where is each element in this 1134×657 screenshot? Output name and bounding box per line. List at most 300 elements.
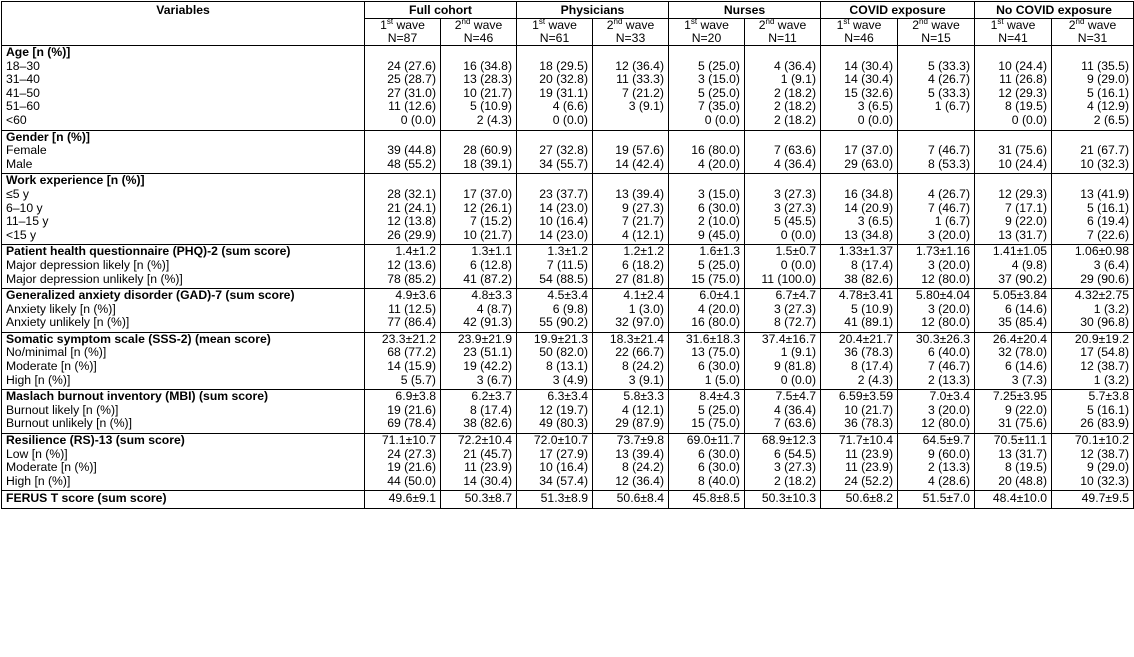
wave-label: wave: [774, 18, 807, 32]
section-summary-cell: [365, 174, 441, 188]
table-cell: 4 (8.7): [441, 303, 517, 317]
table-cell: 4 (12.1): [593, 404, 669, 418]
table-cell: 6 (30.0): [669, 448, 745, 462]
table-cell: 49 (80.3): [517, 417, 593, 433]
section-summary-cell: 1.3±1.2: [517, 245, 593, 259]
table-cell: 6 (40.0): [898, 346, 975, 360]
section-summary-cell: 48.4±10.0: [975, 491, 1052, 509]
table-cell: 19 (31.1): [517, 87, 593, 101]
table-cell: 14 (30.4): [821, 73, 898, 87]
table-cell: 22 (66.7): [593, 346, 669, 360]
table-cell: 12 (13.8): [365, 215, 441, 229]
table-cell: 7 (63.6): [745, 144, 821, 158]
table-cell: 8 (17.4): [821, 360, 898, 374]
row-label: 6–10 y: [2, 202, 365, 216]
table-cell: 10 (32.3): [1052, 475, 1134, 491]
table-cell: 2 (13.3): [898, 461, 975, 475]
row-label: Female: [2, 144, 365, 158]
table-cell: 4 (36.4): [745, 158, 821, 174]
table-cell: 9 (81.8): [745, 360, 821, 374]
table-row: [2, 114, 1134, 130]
table-cell: 19 (21.6): [365, 461, 441, 475]
table-cell: 11 (12.5): [365, 303, 441, 317]
section-header-row: [2, 491, 1134, 509]
table-cell: 42 (91.3): [441, 316, 517, 332]
section-summary-cell: 4.5±3.4: [517, 289, 593, 303]
table-cell: 18 (29.5): [517, 60, 593, 74]
table-cell: 3 (27.3): [745, 188, 821, 202]
section-summary-cell: [669, 130, 745, 144]
wave-ordinal: 2: [1068, 18, 1076, 32]
table-header: [2, 2, 1134, 46]
table-cell: 78 (85.2): [365, 273, 441, 289]
table-cell: 32 (97.0): [593, 316, 669, 332]
table-cell: 23 (51.1): [441, 346, 517, 360]
header-wave: [593, 16, 669, 46]
row-label: Anxiety unlikely [n (%)]: [2, 316, 365, 332]
table-row: [2, 360, 1134, 374]
wave-label: wave: [622, 18, 655, 32]
wave-suffix: nd: [765, 16, 775, 26]
table-row: [2, 461, 1134, 475]
table-cell: 7 (35.0): [669, 100, 745, 114]
table-cell: 5 (25.0): [669, 404, 745, 418]
table-row: [2, 202, 1134, 216]
table-cell: 15 (75.0): [669, 273, 745, 289]
table-cell: 3 (15.0): [669, 73, 745, 87]
table-cell: 7 (46.7): [898, 202, 975, 216]
row-label: 41–50: [2, 87, 365, 101]
section-title: Work experience [n (%)]: [2, 174, 365, 188]
table-cell: 41 (89.1): [821, 316, 898, 332]
table-cell: 4 (20.0): [669, 158, 745, 174]
section-summary-cell: [898, 174, 975, 188]
table-cell: 17 (54.8): [1052, 346, 1134, 360]
table-cell: 6 (30.0): [669, 461, 745, 475]
section-summary-cell: 51.5±7.0: [898, 491, 975, 509]
section-summary-cell: 7.5±4.7: [745, 390, 821, 404]
section-summary-cell: [441, 130, 517, 144]
table-cell: 3 (20.0): [898, 303, 975, 317]
table-cell: 3 (6.5): [821, 215, 898, 229]
section-summary-cell: 30.3±26.3: [898, 332, 975, 346]
table-cell: 8 (53.3): [898, 158, 975, 174]
table-cell: 15 (75.0): [669, 417, 745, 433]
table-cell: 2 (4.3): [441, 114, 517, 130]
section-title: Resilience (RS)-13 (sum score): [2, 434, 365, 448]
table-cell: 4 (36.4): [745, 404, 821, 418]
table-row: [2, 273, 1134, 289]
table-cell: 2 (13.3): [898, 374, 975, 390]
section-summary-cell: 23.9±21.9: [441, 332, 517, 346]
table-row: [2, 229, 1134, 245]
row-label: <15 y: [2, 229, 365, 245]
section-summary-cell: 50.6±8.2: [821, 491, 898, 509]
section-summary-cell: 72.0±10.7: [517, 434, 593, 448]
header-row-groups: [2, 2, 1134, 19]
table-cell: 14 (30.4): [441, 475, 517, 491]
section-summary-cell: [441, 174, 517, 188]
table-cell: 0 (0.0): [975, 114, 1052, 130]
table-cell: 0 (0.0): [365, 114, 441, 130]
section-summary-cell: 1.73±1.16: [898, 245, 975, 259]
table-cell: 11 (100.0): [745, 273, 821, 289]
row-label: <60: [2, 114, 365, 130]
section-summary-cell: 49.7±9.5: [1052, 491, 1134, 509]
table-cell: 4 (26.7): [898, 188, 975, 202]
table-cell: 34 (57.4): [517, 475, 593, 491]
table-row: [2, 346, 1134, 360]
table-cell: 7 (46.7): [898, 144, 975, 158]
section-summary-cell: 50.6±8.4: [593, 491, 669, 509]
section-summary-cell: [898, 130, 975, 144]
section-summary-cell: 1.6±1.3: [669, 245, 745, 259]
section-summary-cell: [1052, 174, 1134, 188]
wave-n: N=46: [463, 31, 494, 45]
table-cell: 2 (18.2): [745, 87, 821, 101]
table-cell: 0 (0.0): [821, 114, 898, 130]
row-label: Major depression likely [n (%)]: [2, 259, 365, 273]
table-row: [2, 404, 1134, 418]
table-cell: 14 (42.4): [593, 158, 669, 174]
table-cell: 13 (34.8): [821, 229, 898, 245]
table-cell: 9 (60.0): [898, 448, 975, 462]
table-cell: 4 (36.4): [745, 60, 821, 74]
section-title: FERUS T score (sum score): [2, 491, 365, 509]
wave-label: wave: [927, 18, 960, 32]
row-label: Burnout unlikely [n (%)]: [2, 417, 365, 433]
section-summary-cell: 4.8±3.3: [441, 289, 517, 303]
row-label: 51–60: [2, 100, 365, 114]
wave-label: wave: [697, 18, 729, 32]
section-header-row: [2, 390, 1134, 404]
table-cell: 1 (3.0): [593, 303, 669, 317]
section-summary-cell: 6.3±3.4: [517, 390, 593, 404]
section-summary-cell: [821, 174, 898, 188]
table-row: [2, 448, 1134, 462]
table-row: [2, 60, 1134, 74]
header-group: No COVID exposure: [975, 2, 1134, 19]
section-summary-cell: 31.6±18.3: [669, 332, 745, 346]
section-summary-cell: [669, 46, 745, 60]
row-label: Moderate [n (%)]: [2, 360, 365, 374]
section-summary-cell: [745, 46, 821, 60]
table-row: [2, 303, 1134, 317]
table-cell: 8 (17.4): [441, 404, 517, 418]
table-cell: 4 (26.7): [898, 73, 975, 87]
table-cell: 13 (28.3): [441, 73, 517, 87]
table-cell: [898, 114, 975, 130]
table-cell: 12 (38.7): [1052, 448, 1134, 462]
wave-suffix: st: [690, 16, 698, 26]
section-summary-cell: 4.1±2.4: [593, 289, 669, 303]
section-summary-cell: 20.9±19.2: [1052, 332, 1134, 346]
wave-n: N=61: [539, 31, 570, 45]
table-cell: 20 (48.8): [975, 475, 1052, 491]
table-cell: 28 (32.1): [365, 188, 441, 202]
table-cell: 12 (80.0): [898, 417, 975, 433]
wave-n: N=20: [691, 31, 722, 45]
section-summary-cell: 5.80±4.04: [898, 289, 975, 303]
table-row: [2, 475, 1134, 491]
wave-suffix: st: [386, 16, 394, 26]
header-group: COVID exposure: [821, 2, 975, 19]
table-cell: 25 (28.7): [365, 73, 441, 87]
section-summary-cell: [1052, 130, 1134, 144]
table-cell: 6 (9.8): [517, 303, 593, 317]
table-cell: 2 (18.2): [745, 114, 821, 130]
table-cell: 6 (12.8): [441, 259, 517, 273]
table-cell: 17 (37.0): [441, 188, 517, 202]
table-cell: 14 (23.0): [517, 229, 593, 245]
wave-n: N=33: [615, 31, 646, 45]
table-cell: 26 (83.9): [1052, 417, 1134, 433]
table-cell: 7 (22.6): [1052, 229, 1134, 245]
table-cell: 50 (82.0): [517, 346, 593, 360]
table-cell: 13 (31.7): [975, 229, 1052, 245]
table-cell: 10 (16.4): [517, 461, 593, 475]
wave-ordinal: 2: [454, 18, 462, 32]
table-cell: 2 (10.0): [669, 215, 745, 229]
section-summary-cell: [593, 130, 669, 144]
section-summary-cell: 26.4±20.4: [975, 332, 1052, 346]
table-cell: 35 (85.4): [975, 316, 1052, 332]
table-cell: 0 (0.0): [517, 114, 593, 130]
table-cell: 3 (9.1): [593, 100, 669, 114]
table-cell: 68 (77.2): [365, 346, 441, 360]
table-cell: 13 (39.4): [593, 188, 669, 202]
section-summary-cell: 70.5±11.1: [975, 434, 1052, 448]
section-summary-cell: 4.78±3.41: [821, 289, 898, 303]
table-cell: 4 (28.6): [898, 475, 975, 491]
table-cell: 5 (5.7): [365, 374, 441, 390]
table-cell: 14 (15.9): [365, 360, 441, 374]
table-cell: 13 (75.0): [669, 346, 745, 360]
table-cell: 3 (27.3): [745, 303, 821, 317]
table-cell: 1 (3.2): [1052, 303, 1134, 317]
table-cell: 1 (6.7): [898, 215, 975, 229]
header-wave: [365, 16, 441, 46]
wave-ordinal: 1: [836, 18, 844, 32]
table-cell: 7 (17.1): [975, 202, 1052, 216]
header-group: Physicians: [517, 2, 669, 19]
table-cell: 10 (21.7): [441, 229, 517, 245]
section-header-row: [2, 130, 1134, 144]
table-cell: 14 (23.0): [517, 202, 593, 216]
table-cell: 10 (32.3): [1052, 158, 1134, 174]
table-cell: 24 (27.6): [365, 60, 441, 74]
table-cell: 54 (88.5): [517, 273, 593, 289]
header-wave: [1052, 16, 1134, 46]
table-cell: 4 (12.9): [1052, 100, 1134, 114]
row-label: High [n (%)]: [2, 374, 365, 390]
row-label: 18–30: [2, 60, 365, 74]
table-cell: 11 (23.9): [821, 448, 898, 462]
table-cell: 21 (67.7): [1052, 144, 1134, 158]
table-cell: 10 (21.7): [441, 87, 517, 101]
table-cell: 3 (27.3): [745, 461, 821, 475]
table-cell: 5 (16.1): [1052, 404, 1134, 418]
table-cell: 41 (87.2): [441, 273, 517, 289]
section-summary-cell: 1.4±1.2: [365, 245, 441, 259]
section-summary-cell: [745, 130, 821, 144]
table-cell: 1 (9.1): [745, 73, 821, 87]
table-cell: 8 (24.2): [593, 360, 669, 374]
row-label: No/minimal [n (%)]: [2, 346, 365, 360]
section-summary-cell: 1.2±1.2: [593, 245, 669, 259]
table-cell: 2 (4.3): [821, 374, 898, 390]
wave-label: wave: [393, 18, 425, 32]
table-cell: 9 (22.0): [975, 404, 1052, 418]
wave-suffix: nd: [613, 16, 623, 26]
section-header-row: [2, 434, 1134, 448]
table-cell: 8 (40.0): [669, 475, 745, 491]
table-cell: 3 (6.5): [821, 100, 898, 114]
table-cell: 39 (44.8): [365, 144, 441, 158]
table-cell: 0 (0.0): [745, 229, 821, 245]
section-summary-cell: 71.7±10.4: [821, 434, 898, 448]
section-header-row: [2, 289, 1134, 303]
table-cell: 27 (81.8): [593, 273, 669, 289]
section-summary-cell: 6.59±3.59: [821, 390, 898, 404]
table-cell: 6 (19.4): [1052, 215, 1134, 229]
row-label: 31–40: [2, 73, 365, 87]
table-cell: 5 (16.1): [1052, 202, 1134, 216]
section-summary-cell: 6.9±3.8: [365, 390, 441, 404]
header-wave: [669, 16, 745, 46]
section-summary-cell: 6.2±3.7: [441, 390, 517, 404]
table-cell: 14 (30.4): [821, 60, 898, 74]
table-cell: 4 (12.1): [593, 229, 669, 245]
section-summary-cell: [1052, 46, 1134, 60]
table-cell: 69 (78.4): [365, 417, 441, 433]
table-cell: 15 (32.6): [821, 87, 898, 101]
wave-ordinal: 2: [758, 18, 766, 32]
section-summary-cell: [898, 46, 975, 60]
wave-n: N=87: [387, 31, 418, 45]
table-cell: 6 (30.0): [669, 202, 745, 216]
table-cell: 12 (80.0): [898, 273, 975, 289]
section-summary-cell: [365, 130, 441, 144]
table-cell: 29 (63.0): [821, 158, 898, 174]
wave-n: N=15: [921, 31, 951, 45]
table-cell: 12 (29.3): [975, 188, 1052, 202]
table-cell: 38 (82.6): [821, 273, 898, 289]
table-cell: 0 (0.0): [669, 114, 745, 130]
section-summary-cell: [593, 174, 669, 188]
table-cell: 10 (16.4): [517, 215, 593, 229]
section-summary-cell: 8.4±4.3: [669, 390, 745, 404]
table-cell: 9 (45.0): [669, 229, 745, 245]
table-cell: 12 (19.7): [517, 404, 593, 418]
wave-suffix: st: [843, 16, 850, 26]
table-cell: 36 (78.3): [821, 346, 898, 360]
table-cell: 3 (15.0): [669, 188, 745, 202]
table-cell: 29 (90.6): [1052, 273, 1134, 289]
table-cell: 3 (4.9): [517, 374, 593, 390]
section-summary-cell: 23.3±21.2: [365, 332, 441, 346]
table-cell: 34 (55.7): [517, 158, 593, 174]
section-summary-cell: 70.1±10.2: [1052, 434, 1134, 448]
table-cell: 27 (31.0): [365, 87, 441, 101]
wave-ordinal: 1: [990, 18, 998, 32]
table-cell: 3 (6.7): [441, 374, 517, 390]
section-summary-cell: 37.4±16.7: [745, 332, 821, 346]
section-summary-cell: 6.0±4.1: [669, 289, 745, 303]
table-cell: 4 (20.0): [669, 303, 745, 317]
section-summary-cell: [821, 130, 898, 144]
table-cell: 11 (26.8): [975, 73, 1052, 87]
section-summary-cell: [821, 46, 898, 60]
header-wave: [441, 16, 517, 46]
table-cell: 3 (20.0): [898, 229, 975, 245]
table-row: [2, 316, 1134, 332]
table-cell: 44 (50.0): [365, 475, 441, 491]
header-variables: Variables: [2, 2, 365, 46]
section-summary-cell: [745, 174, 821, 188]
table-cell: 6 (30.0): [669, 360, 745, 374]
table-cell: 8 (72.7): [745, 316, 821, 332]
table-row: [2, 100, 1134, 114]
table-cell: 5 (25.0): [669, 259, 745, 273]
section-summary-cell: 64.5±9.7: [898, 434, 975, 448]
table-cell: 3 (9.1): [593, 374, 669, 390]
table-cell: 18 (39.1): [441, 158, 517, 174]
table-row: [2, 215, 1134, 229]
table-cell: 11 (35.5): [1052, 60, 1134, 74]
section-summary-cell: 50.3±8.7: [441, 491, 517, 509]
wave-ordinal: 1: [684, 18, 691, 32]
table-cell: 4 (6.6): [517, 100, 593, 114]
table-cell: 9 (29.0): [1052, 461, 1134, 475]
section-summary-cell: 49.6±9.1: [365, 491, 441, 509]
table-cell: 5 (25.0): [669, 87, 745, 101]
table-cell: 19 (42.2): [441, 360, 517, 374]
table-cell: 3 (20.0): [898, 259, 975, 273]
table-cell: 16 (34.8): [441, 60, 517, 74]
table-cell: 10 (24.4): [975, 60, 1052, 74]
section-summary-cell: 72.2±10.4: [441, 434, 517, 448]
section-summary-cell: 45.8±8.5: [669, 491, 745, 509]
table-cell: 37 (90.2): [975, 273, 1052, 289]
table-cell: 13 (31.7): [975, 448, 1052, 462]
table-row: [2, 259, 1134, 273]
section-summary-cell: 19.9±21.3: [517, 332, 593, 346]
table-cell: 4 (9.8): [975, 259, 1052, 273]
section-title: Age [n (%)]: [2, 46, 365, 60]
table-container: [1, 1, 1133, 509]
results-table: [1, 1, 1134, 509]
table-cell: 14 (20.9): [821, 202, 898, 216]
row-label: Major depression unlikely [n (%)]: [2, 273, 365, 289]
table-row: [2, 144, 1134, 158]
row-label: ≤5 y: [2, 188, 365, 202]
table-cell: 5 (33.3): [898, 60, 975, 74]
wave-ordinal: 2: [912, 18, 920, 32]
table-cell: 26 (29.9): [365, 229, 441, 245]
table-cell: 13 (39.4): [593, 448, 669, 462]
table-cell: 3 (20.0): [898, 404, 975, 418]
table-cell: 11 (23.9): [441, 461, 517, 475]
table-cell: 7 (46.7): [898, 360, 975, 374]
header-wave: [517, 16, 593, 46]
row-label: Low [n (%)]: [2, 448, 365, 462]
table-cell: 55 (90.2): [517, 316, 593, 332]
table-cell: 16 (34.8): [821, 188, 898, 202]
section-title: Generalized anxiety disorder (GAD)-7 (sum score): [2, 289, 365, 303]
table-cell: 17 (37.0): [821, 144, 898, 158]
table-cell: 36 (78.3): [821, 417, 898, 433]
